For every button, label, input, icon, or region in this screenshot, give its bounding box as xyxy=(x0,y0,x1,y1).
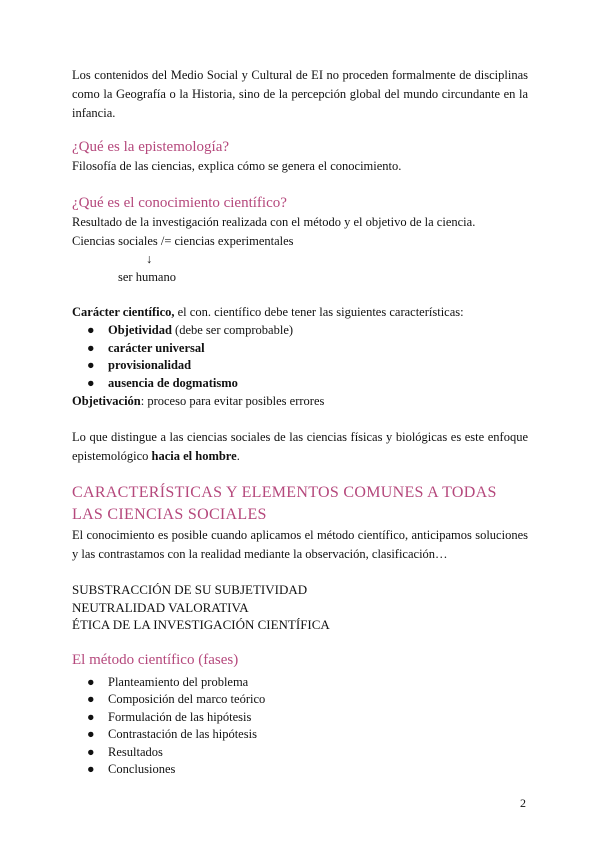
distingue-text: Lo que distingue a las ciencias sociales de las ciencias físicas y biológicas es este enfoque epistemológico xyxy=(72,430,528,463)
caracter-text: el con. científico debe tener las siguientes características: xyxy=(174,305,464,319)
list-item-bold: ausencia de dogmatismo xyxy=(108,375,238,390)
intro-paragraph: Los contenidos del Medio Social y Cultural de EI no proceden formalmente de disciplinas como la Geografía o la Historia, sino de la percepción global del mundo circundante en la infancia. xyxy=(72,68,528,120)
caracter-paragraph xyxy=(72,303,528,322)
bullet-icon: ● xyxy=(87,340,95,355)
bullet-icon: ● xyxy=(87,744,95,759)
list-item-text: (debe ser comprobable) xyxy=(171,323,294,337)
conocimiento-line3: ser humano xyxy=(118,270,176,284)
list-item-text: Contrastación de las hipótesis xyxy=(108,727,257,741)
distingue-paragraph xyxy=(72,428,528,466)
list-item-text: Composición del marco teórico xyxy=(108,692,266,706)
caps-line-subjetividad: SUBSTRACCIÓN DE SU SUBJETIVIDAD xyxy=(72,582,308,597)
metodo-list xyxy=(72,674,528,779)
page-content xyxy=(72,66,528,779)
heading-metodo: El método científico (fases) xyxy=(72,651,239,668)
page-number: 2 xyxy=(520,796,526,810)
list-item-bold: carácter universal xyxy=(108,340,205,355)
bullet-icon: ● xyxy=(87,674,95,689)
bullet-icon: ● xyxy=(87,762,95,776)
list-item-text: Conclusiones xyxy=(108,762,176,776)
list-item-text: Resultados xyxy=(108,744,163,759)
caracteristicas-list xyxy=(72,322,528,392)
list-item xyxy=(72,726,528,744)
list-item-bold: provisionalidad xyxy=(108,358,192,372)
list-item xyxy=(72,375,528,393)
caracter-label: Carácter científico, xyxy=(72,305,175,319)
objetivacion-paragraph xyxy=(72,392,528,411)
conocimiento-line2: Ciencias sociales /= ciencias experimentales xyxy=(72,234,294,248)
conocimiento-line1: Resultado de la investigación realizada con el método y el objetivo de la ciencia. xyxy=(72,215,476,229)
list-item-text: Formulación de las hipótesis xyxy=(108,709,252,724)
list-item xyxy=(72,744,528,762)
distingue-bold: hacia el hombre xyxy=(151,449,237,463)
list-item xyxy=(72,709,528,727)
epistemologia-text: Filosofía de las ciencias, explica cómo se genera el conocimiento. xyxy=(72,159,402,173)
caps-line-etica: ÉTICA DE LA INVESTIGACIÓN CIENTÍFICA xyxy=(72,617,330,632)
list-item-text: Planteamiento del problema xyxy=(108,674,249,689)
bullet-icon: ● xyxy=(87,323,95,337)
list-item xyxy=(72,691,528,709)
objetivacion-text: : proceso para evitar posibles errores xyxy=(140,394,325,408)
caps-line-neutralidad: NEUTRALIDAD VALORATIVA xyxy=(72,599,249,615)
list-item xyxy=(72,357,528,375)
list-item xyxy=(72,761,528,779)
list-item-bold: Objetividad xyxy=(108,323,172,337)
list-item xyxy=(72,674,528,692)
distingue-end: . xyxy=(236,449,240,463)
caracteristicas-text: El conocimiento es posible cuando aplicamos el método científico, anticipamos soluciones y las contrastamos con la realidad mediante la observación, clasificación… xyxy=(72,528,528,561)
list-item xyxy=(72,322,528,340)
bullet-icon: ● xyxy=(87,375,95,390)
heading-caracteristicas: CARACTERÍSTICAS Y ELEMENTOS COMUNES A TODAS LAS CIENCIAS SOCIALES xyxy=(72,484,497,523)
list-item xyxy=(72,340,528,358)
bullet-icon: ● xyxy=(87,692,95,706)
objetivacion-label: Objetivación xyxy=(72,394,141,408)
down-arrow-icon: ↓ xyxy=(146,252,153,266)
heading-conocimiento: ¿Qué es el conocimiento científico? xyxy=(72,195,287,211)
heading-epistemologia: ¿Qué es la epistemología? xyxy=(72,139,230,155)
bullet-icon: ● xyxy=(87,709,95,724)
bullet-icon: ● xyxy=(87,727,95,741)
bullet-icon: ● xyxy=(87,358,95,372)
